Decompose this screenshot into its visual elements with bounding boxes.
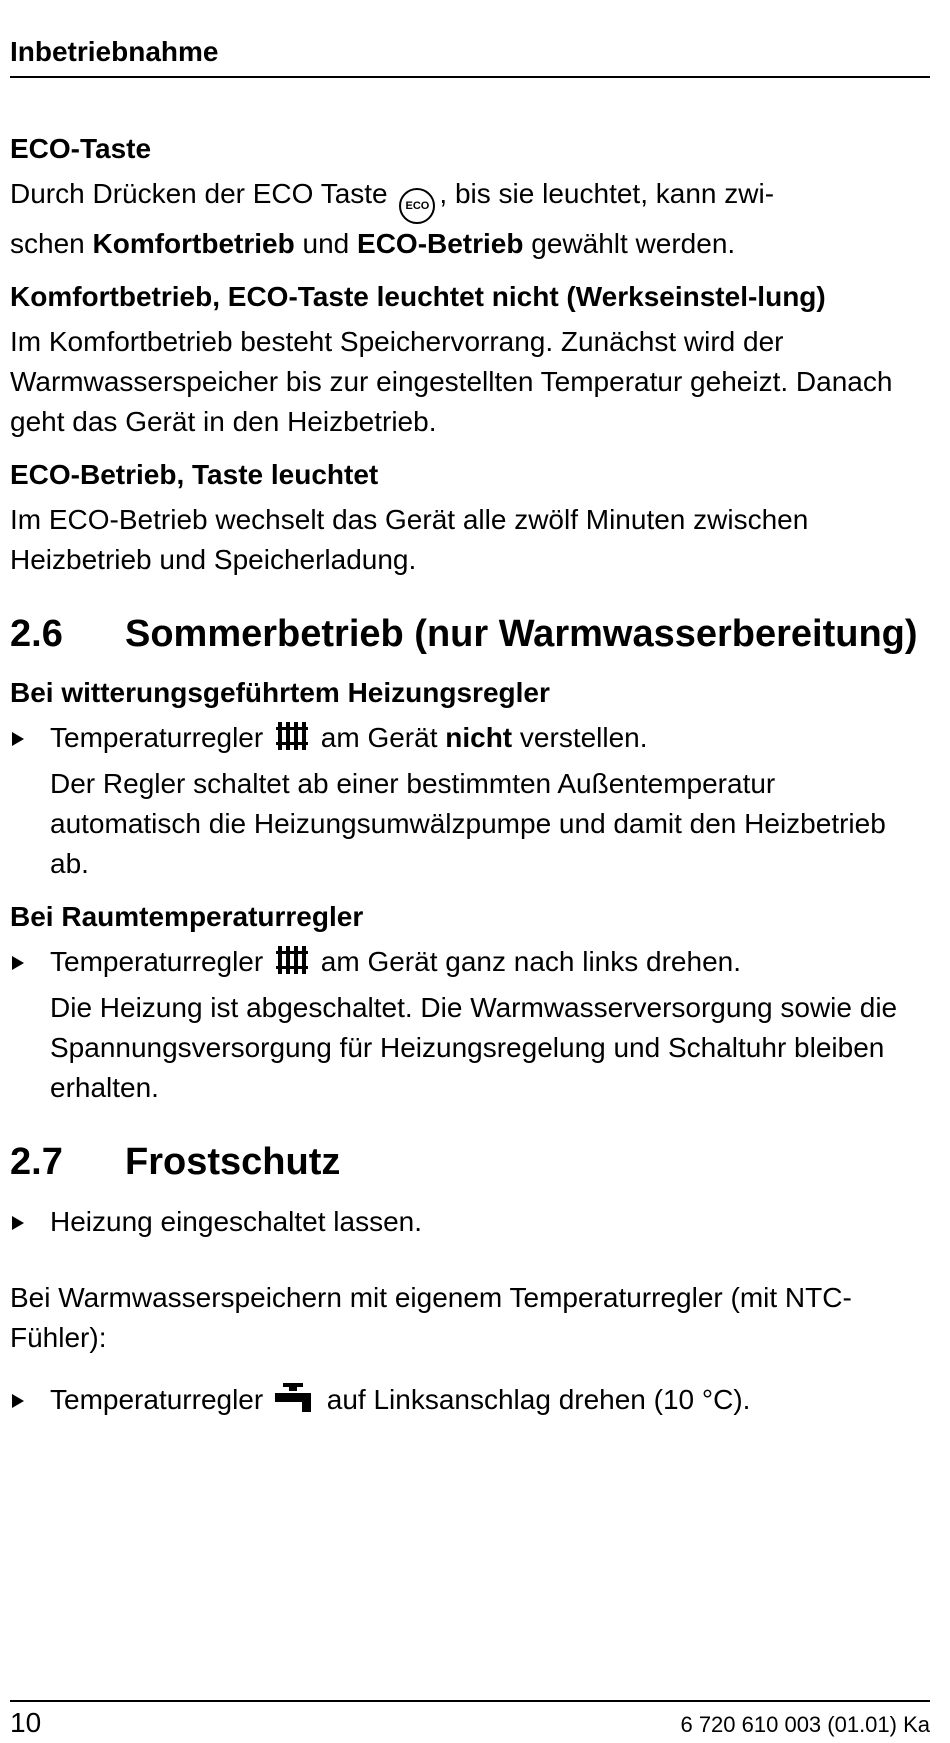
section-2-7-title — [10, 1138, 930, 1186]
page-number: 10 — [10, 1707, 42, 1738]
header-title: Inbetriebnahme — [10, 36, 219, 67]
eco-mode-text: Im ECO-Betrieb wechselt das Gerät alle zwölf Minuten zwischen Heizbetrieb und Speicherladung. — [10, 504, 809, 575]
bullet-continuation: Der Regler schaltet ab einer bestimmten Außentemperatur automatisch die Heizungsumwälzpumpe und damit den Heizbetrieb ab. — [50, 768, 886, 879]
bullet-text: Temperaturregler — [50, 946, 264, 977]
eco-intro — [10, 174, 930, 264]
section-number: 2.7 — [10, 1141, 63, 1183]
header-rule — [10, 76, 930, 78]
eco-intro-line2: schen — [10, 228, 85, 259]
section-number: 2.6 — [10, 613, 63, 655]
list-item — [10, 1380, 930, 1426]
list-item — [10, 718, 930, 884]
komfort-text: Im Komfortbetrieb besteht Speichervorrang. Zunächst wird der Warmwasserspeicher bis zur eingestellten Temperatur geheizt. Danach geht das Gerät in den Heizbetrieb. — [10, 326, 893, 437]
bullet-text: Heizung eingeschaltet lassen. — [50, 1206, 423, 1237]
bullet-text: am Gerät ganz nach links drehen. — [320, 946, 741, 977]
list-item — [10, 1202, 930, 1242]
eco-mode-heading: ECO-Betrieb, Taste leuchtet — [10, 459, 379, 490]
tap-icon — [275, 1383, 315, 1426]
list-item — [10, 942, 930, 1108]
eco-heading: ECO-Taste — [10, 133, 152, 164]
bullet-text: Temperaturregler — [50, 722, 264, 753]
section-2-6-title — [10, 610, 930, 658]
page — [10, 0, 930, 1743]
frost-paragraph: Bei Warmwasserspeichern mit eigenem Temperaturregler (mit NTC-Fühler): — [10, 1282, 852, 1353]
eco-intro-before: Durch Drücken der ECO Taste — [10, 178, 388, 209]
komfort-bold: Komfortbetrieb — [92, 228, 295, 259]
bullet-arrow-icon — [10, 718, 50, 884]
footer-rule — [10, 1700, 930, 1702]
document-code: 6 720 610 003 (01.01) Ka — [680, 1712, 930, 1737]
section-title-text: Frostschutz — [125, 1141, 341, 1183]
section-title-text: Sommerbetrieb (nur Warmwasserbereitung) — [125, 613, 918, 655]
bullet-text: auf Linksanschlag drehen (10 °C). — [326, 1384, 751, 1415]
eco-intro-end: gewählt werden. — [531, 228, 736, 259]
eco-intro-after: , bis sie leuchtet, kann zwi- — [439, 178, 775, 209]
bullet-arrow-icon — [10, 1202, 50, 1242]
und-text: und — [302, 228, 350, 259]
radiator-icon — [275, 719, 309, 764]
bullet-text: verstellen. — [519, 722, 648, 753]
radiator-icon — [275, 943, 309, 988]
eco-bold: ECO-Betrieb — [357, 228, 524, 259]
bullet-arrow-icon — [10, 942, 50, 1108]
bullet-arrow-icon — [10, 1380, 50, 1426]
bullet-text: Temperaturregler — [50, 1384, 264, 1415]
content — [10, 130, 930, 1440]
komfort-heading: Komfortbetrieb, ECO-Taste leuchtet nicht (Werkseinstel-lung) — [10, 281, 826, 312]
weather-controller-heading: Bei witterungsgeführtem Heizungsregler — [10, 677, 550, 708]
eco-button-icon: ECO — [399, 188, 435, 224]
bullet-continuation: Die Heizung ist abgeschaltet. Die Warmwasserversorgung sowie die Spannungsversorgung für Heizungsregelung und Schaltuhr bleiben erhalten. — [50, 992, 898, 1103]
bullet-text: am Gerät — [320, 722, 438, 753]
room-controller-heading: Bei Raumtemperaturregler — [10, 901, 364, 932]
bullet-bold: nicht — [445, 722, 513, 753]
